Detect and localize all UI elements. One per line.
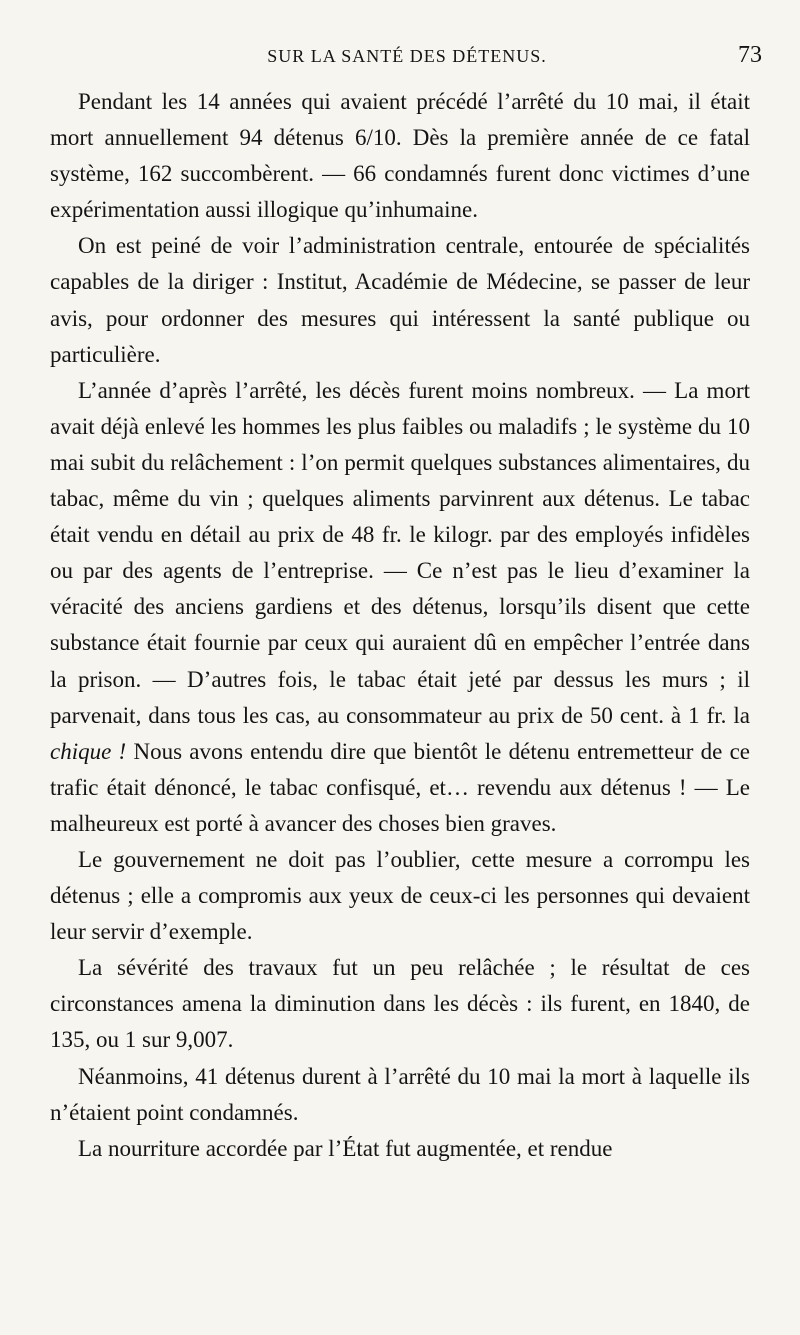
paragraph-6	[50, 1059, 750, 1131]
paragraph-7-text: La nourriture accordée par l’État fut augmentée, et rendue	[78, 1135, 613, 1161]
paragraph-1	[50, 84, 750, 228]
paragraph-4-text: Le gouvernement ne doit pas l’oublier, cette mesure a corrompu les détenus ; elle a compromis aux yeux de ceux-ci les personnes qui devaient leur servir d’exemple.	[50, 846, 750, 945]
body-text	[50, 84, 750, 1167]
paragraph-6-text: Néanmoins, 41 détenus durent à l’arrêté du 10 mai la mort à laquelle ils n’étaient point condamnés.	[50, 1063, 750, 1125]
paragraph-3-text-after: Nous avons entendu dire que bientôt le détenu entremetteur de ce trafic était dénoncé, le tabac confisqué, et… revendu aux détenus ! — Le malheureux est porté à avancer des choses bien graves.	[50, 738, 750, 836]
paragraph-5	[50, 950, 750, 1058]
paragraph-3-italic-word: chique !	[50, 738, 127, 764]
paragraph-2	[50, 228, 750, 372]
paragraph-3-text: L’année d’après l’arrêté, les décès furent moins nombreux. — La mort avait déjà enlevé les hommes les plus faibles ou maladifs ; le système du 10 mai subit du relâchement : l’on permit quelques substances alimentaires, du tabac, même du vin ; quelques aliments parvinrent aux détenus. Le tabac était vendu en détail au prix de 48 fr. le kilogr. par des employés infidèles ou par des agents de l’entreprise. — Ce n’est pas le lieu d’examiner la véracité des anciens gardiens et des détenus, lorsqu’ils disent que cette substance était fournie par ceux qui auraient dû en empêcher l’entrée dans la prison. — D’autres fois, le tabac était jeté par dessus les murs ; il parvenait, dans tous les cas, au consommateur au prix de 50 cent. à 1 fr. la	[50, 377, 750, 728]
paragraph-2-text: On est peiné de voir l’administration centrale, entourée de spécialités capables de la diriger : Institut, Académie de Médecine, se passer de leur avis, pour ordonner des mesures qui intéressent la santé publique ou particulière.	[50, 233, 750, 367]
page-number: 73	[738, 42, 762, 68]
paragraph-3	[50, 373, 750, 842]
paragraph-5-text: La sévérité des travaux fut un peu relâchée ; le résultat de ces circonstances amena la diminution dans les décès : ils furent, en 1840, de 135, ou 1 sur 9,007.	[50, 955, 750, 1053]
running-title: SUR LA SANTÉ DES DÉTENUS.	[267, 46, 547, 66]
paragraph-4	[50, 842, 750, 950]
paragraph-7	[50, 1131, 750, 1167]
running-head	[52, 42, 762, 72]
paragraph-1-text: Pendant les 14 années qui avaient précédé l’arrêté du 10 mai, il était mort annuellement 94 détenus 6/10. Dès la première année de ce fatal système, 162 succombèrent. — 66 condamnés furent donc victimes d’une expérimentation aussi illogique qu’inhumaine.	[50, 89, 750, 223]
